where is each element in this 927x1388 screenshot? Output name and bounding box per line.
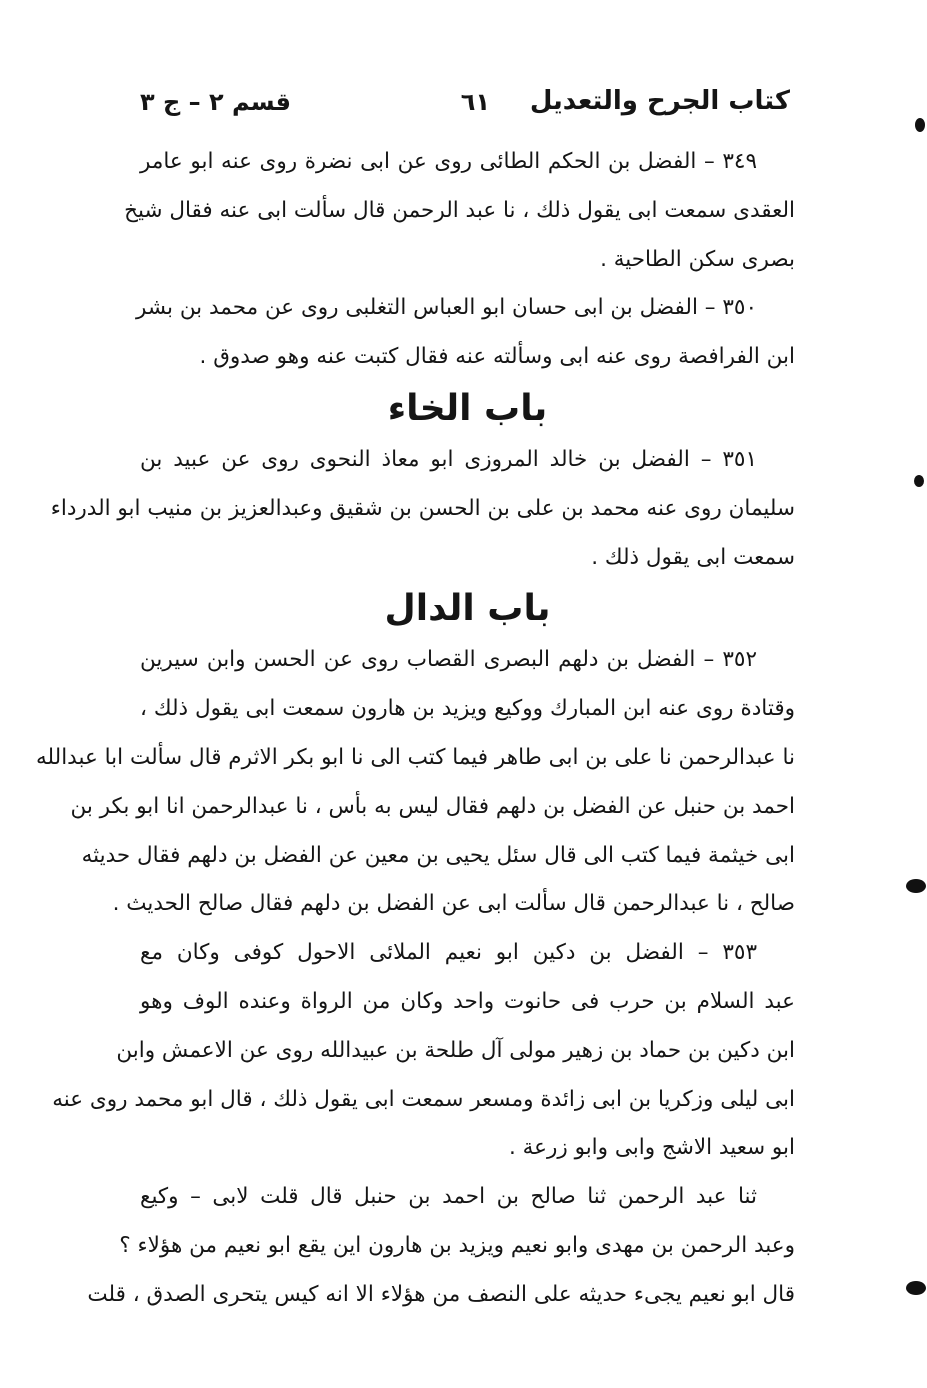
text-line: قال ابو نعيم يجىء حديثه على النصف من هؤلاء الا انه كيس يتحرى الصدق ، قلت xyxy=(87,1281,795,1307)
text-line: احمد بن حنبل عن الفضل بن دلهم فقال ليس به بأس ، نا عبدالرحمن انا ابو بكر بن xyxy=(70,793,795,819)
text-line: وقتادة روى عنه ابن المبارك ووكيع ويزيد بن هارون سمعت ابى يقول ذلك ، xyxy=(140,696,795,722)
entry-353-continued xyxy=(87,1173,795,1319)
text-line: ابى ليلى وزكريا بن ابى زائدة ومسعر سمعت ابى يقول ذلك ، قال ابو محمد روى عنه xyxy=(52,1086,795,1112)
book-title: كتاب الجرح والتعديل xyxy=(529,86,790,116)
scan-speck-mark xyxy=(906,1281,926,1295)
page-header xyxy=(140,86,790,130)
text-line: ابن الفرافصة روى عنه ابى وسألته عنه فقال كتبت عنه وهو صدوق . xyxy=(199,344,795,370)
volume-info: قسم ٢ – ج ٣ xyxy=(140,88,291,116)
text-line: صالح ، نا عبدالرحمن قال سألت ابى عن الفضل بن دلهم فقال صالح الحديث . xyxy=(112,891,795,917)
text-line: ثنا عبد الرحمن ثنا صالح بن احمد بن حنبل قال قلت لابى – وكيع xyxy=(140,1184,757,1210)
section-heading-dal: باب الدال xyxy=(384,588,551,630)
page-number: ٦١ xyxy=(460,88,490,116)
text-line: ٣٥١ – الفضل بن خالد المروزى ابو معاذ النحوى روى عن عبيد بن xyxy=(140,446,757,472)
text-line: ٣٥٢ – الفضل بن دلهم البصرى القصاب روى عن الحسن وابن سيرين xyxy=(140,647,757,673)
text-line: ابى خيثمة فيما كتب الى قال سئل يحيى بن معين عن الفضل بن دلهم فقال حديثه xyxy=(81,842,795,868)
text-line: سليمان روى عنه محمد بن على بن الحسن بن شقيق وعبدالعزيز بن منيب ابو الدرداء xyxy=(50,495,795,521)
text-line: ٣٤٩ – الفضل بن الحكم الطائى روى عن ابى نضرة روى عنه ابو عامر xyxy=(140,149,757,174)
page-body xyxy=(36,138,795,1320)
text-line: ٣٥٠ – الفضل بن ابى حسان ابو العباس التغلبى روى عن محمد بن بشر xyxy=(135,295,757,321)
scan-speck-mark xyxy=(915,118,925,132)
text-line: ابن دكين بن حماد بن زهير مولى آل طلحة بن عبيدالله روى عن الاعمش وابن xyxy=(116,1037,795,1063)
entry-349 xyxy=(124,138,795,284)
entry-350 xyxy=(135,284,795,382)
text-line: بصرى سكن الطاحية . xyxy=(600,246,795,272)
text-line: نا عبدالرحمن نا على بن ابى طاهر فيما كتب الى نا ابو بكر الاثرم قال سألت ابا عبدالله xyxy=(36,744,795,770)
text-line: وعبد الرحمن بن مهدى وابو نعيم ويزيد بن هارون اين يقع ابو نعيم من هؤلاء ؟ xyxy=(119,1232,795,1258)
text-line: سمعت ابى يقول ذلك . xyxy=(591,544,795,570)
text-line: العقدى سمعت ابى يقول ذلك ، نا عبد الرحمن قال سألت ابى عنه فقال شيخ xyxy=(124,197,795,223)
entry-353 xyxy=(52,929,795,1173)
scan-speck-mark xyxy=(914,475,924,487)
entry-352 xyxy=(36,636,795,929)
text-line: عبد السلام بن حرب فى حانوت واحد وكان من الرواة وعنده الوف وهو xyxy=(140,988,795,1014)
text-line: ٣٥٣ – الفضل بن دكين ابو نعيم الملائى الاحول كوفى وكان مع xyxy=(140,940,757,966)
entry-351 xyxy=(50,436,795,582)
text-line: ابو سعيد الاشج وابى وابو زرعة . xyxy=(508,1135,795,1161)
section-heading-kha: باب الخاء xyxy=(387,387,548,429)
scan-speck-mark xyxy=(906,879,926,893)
